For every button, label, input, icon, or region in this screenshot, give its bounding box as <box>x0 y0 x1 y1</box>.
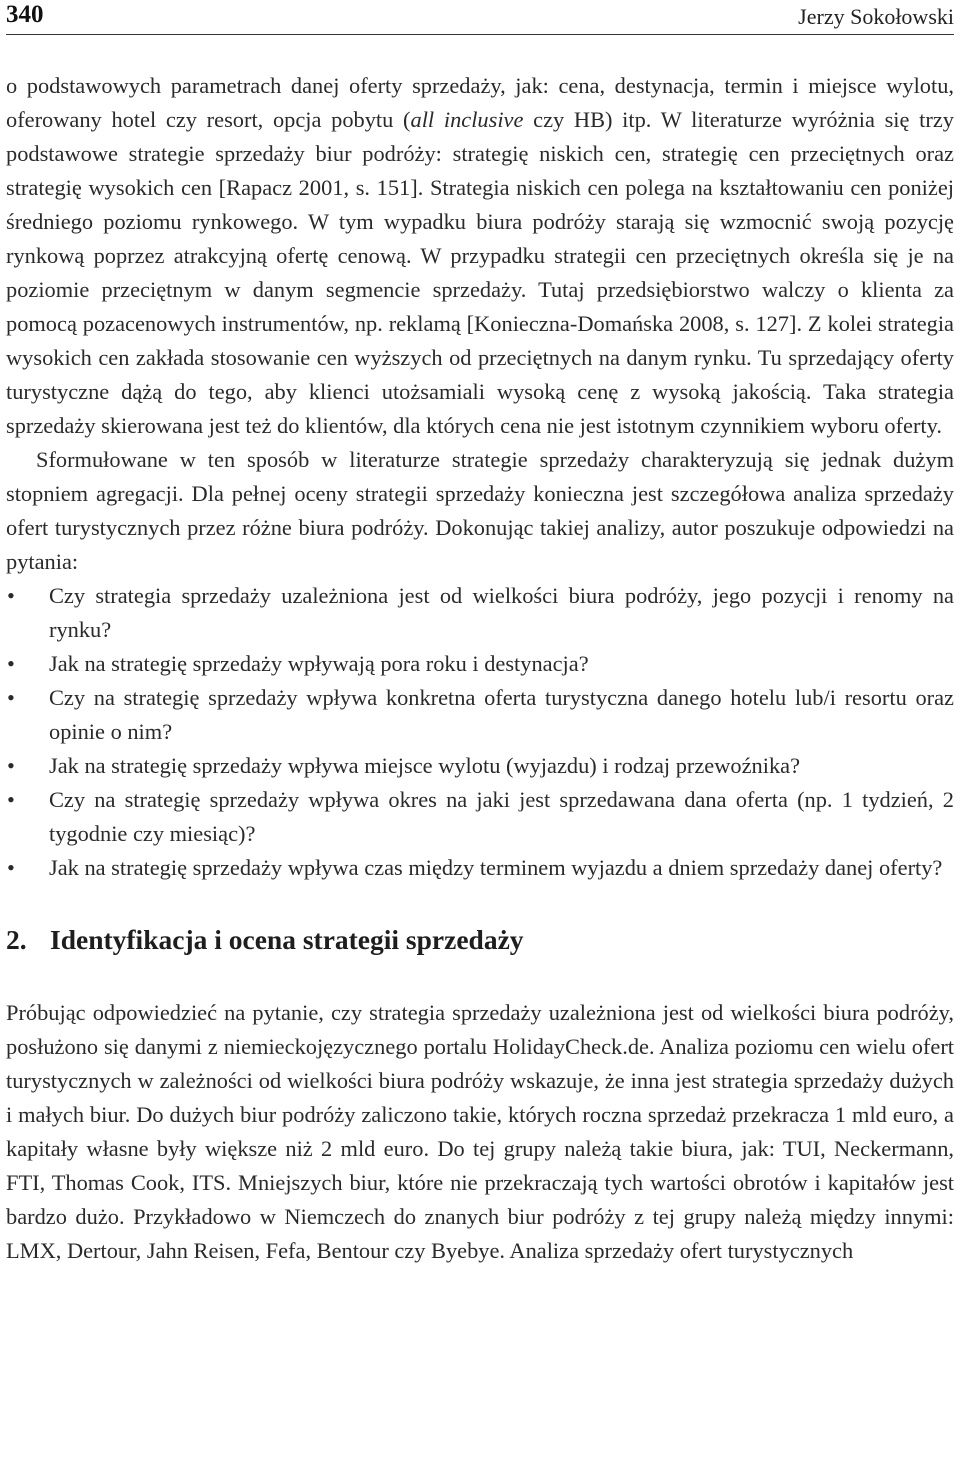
list-item <box>6 647 954 681</box>
list-item <box>6 749 954 783</box>
paragraph-text: o podstawowych parametrach danej oferty sprzedaży, jak: cena, destynacja, termin i miejsce wylotu, oferowany hotel czy resort, opcja pobytu ( <box>6 73 954 132</box>
paragraph-text: czy HB) itp. W literaturze wyróżnia się trzy podstawowe strategie sprzedaży biur podróży: strategię niskich cen, strategię cen przeciętnych oraz strategię wysokich cen [Rapacz 2001, s. 151]. Strategia niskich cen polega na kształtowaniu cen poniżej średniego poziomu rynkowego. W tym wypadku biura podróży starają się wzmocnić swoją pozycję rynkową poprzez atrakcyjną ofertę cenową. W przypadku strategii cen przeciętnych określa się je na poziomie przeciętnym w danym segmencie sprzedaży. Tutaj przedsiębiorstwo walczy o klienta za pomocą pozacenowych instrumentów, np. reklamą [Konieczna-Domańska 2008, s. 127]. Z kolei strategia wysokich cen zakłada stosowanie cen wyższych od przeciętnych na danym rynku. Tu sprzedający oferty turystyczne dążą do tego, aby klienci utożsamiali wysoką cenę z wysoką jakością. Taka strategia sprzedaży skierowana jest też do klientów, dla których cena nie jest istotnym czynnikiem wyboru oferty. <box>6 107 954 438</box>
document-page <box>6 0 954 1268</box>
list-item-text: Jak na strategię sprzedaży wpływa czas między terminem wyjazdu a dniem sprzedaży danej oferty? <box>49 855 943 880</box>
list-item-text: Czy na strategię sprzedaży wpływa konkretna oferta turystyczna danego hotelu lub/i resortu oraz opinie o nim? <box>49 685 954 744</box>
list-item <box>6 579 954 647</box>
page-number: 340 <box>6 1 44 28</box>
italic-term: all inclusive <box>410 107 524 132</box>
research-questions-list <box>6 579 954 885</box>
list-item-text: Czy na strategię sprzedaży wpływa okres na jaki jest sprzedawana dana oferta (np. 1 tydzień, 2 tygodnie czy miesiąc)? <box>49 787 954 846</box>
bullet-icon: • <box>7 753 15 778</box>
running-header-author: Jerzy Sokołowski <box>798 4 954 29</box>
bullet-icon: • <box>7 787 15 812</box>
list-item-text: Czy strategia sprzedaży uzależniona jest od wielkości biura podróży, jego pozycji i renomy na rynku? <box>49 583 954 642</box>
paragraph-analysis: Próbując odpowiedzieć na pytanie, czy strategia sprzedaży uzależniona jest od wielkości biura podróży, posłużono się danymi z niemieckojęzycznego portalu HolidayCheck.de. Analiza poziomu cen wielu ofert turystycznych w zależności od wielkości biura podróży wskazuje, że inna jest strategia sprzedaży dużych i małych biur. Do dużych biur podróży zaliczono takie, których roczna sprzedaż przekracza 1 mld euro, a kapitały własne były większe niż 2 mld euro. Do tej grupy należą takie biura, jak: TUI, Neckermann, FTI, Thomas Cook, ITS. Mniejszych biur, które nie przekraczają tych wartości obrotów i kapitałów jest bardzo dużo. Przykładowo w Niemczech do znanych biur podróży z tej grupy należą między innymi: LMX, Dertour, Jahn Reisen, Fefa, Bentour czy Byebye. Analiza sprzedaży ofert turystycznych <box>6 1000 954 1263</box>
list-item-text: Jak na strategię sprzedaży wpływa miejsce wylotu (wyjazdu) i rodzaj przewoźnika? <box>49 753 801 778</box>
bullet-icon: • <box>7 651 15 676</box>
bullet-icon: • <box>7 685 15 710</box>
bullet-icon: • <box>7 855 15 880</box>
section-number: 2. <box>6 924 27 955</box>
section-title: Identyfikacja i ocena strategii sprzedaży <box>50 924 524 955</box>
list-item <box>6 851 954 885</box>
list-item <box>6 681 954 749</box>
section-heading <box>6 922 954 958</box>
bullet-icon: • <box>7 583 15 608</box>
list-item-text: Jak na strategię sprzedaży wpływają pora roku i destynacja? <box>49 651 589 676</box>
running-header <box>6 0 954 35</box>
list-item <box>6 783 954 851</box>
paragraph-sales-strategies <box>6 69 954 443</box>
paragraph-research-questions-intro: Sformułowane w ten sposób w literaturze strategie sprzedaży charakteryzują się jednak dużym stopniem agregacji. Dla pełnej oceny strategii sprzedaży konieczna jest szczegółowa analiza sprzedaży ofert turystycznych przez różne biura podróży. Dokonując takiej analizy, autor poszukuje odpowiedzi na pytania: <box>6 447 954 574</box>
